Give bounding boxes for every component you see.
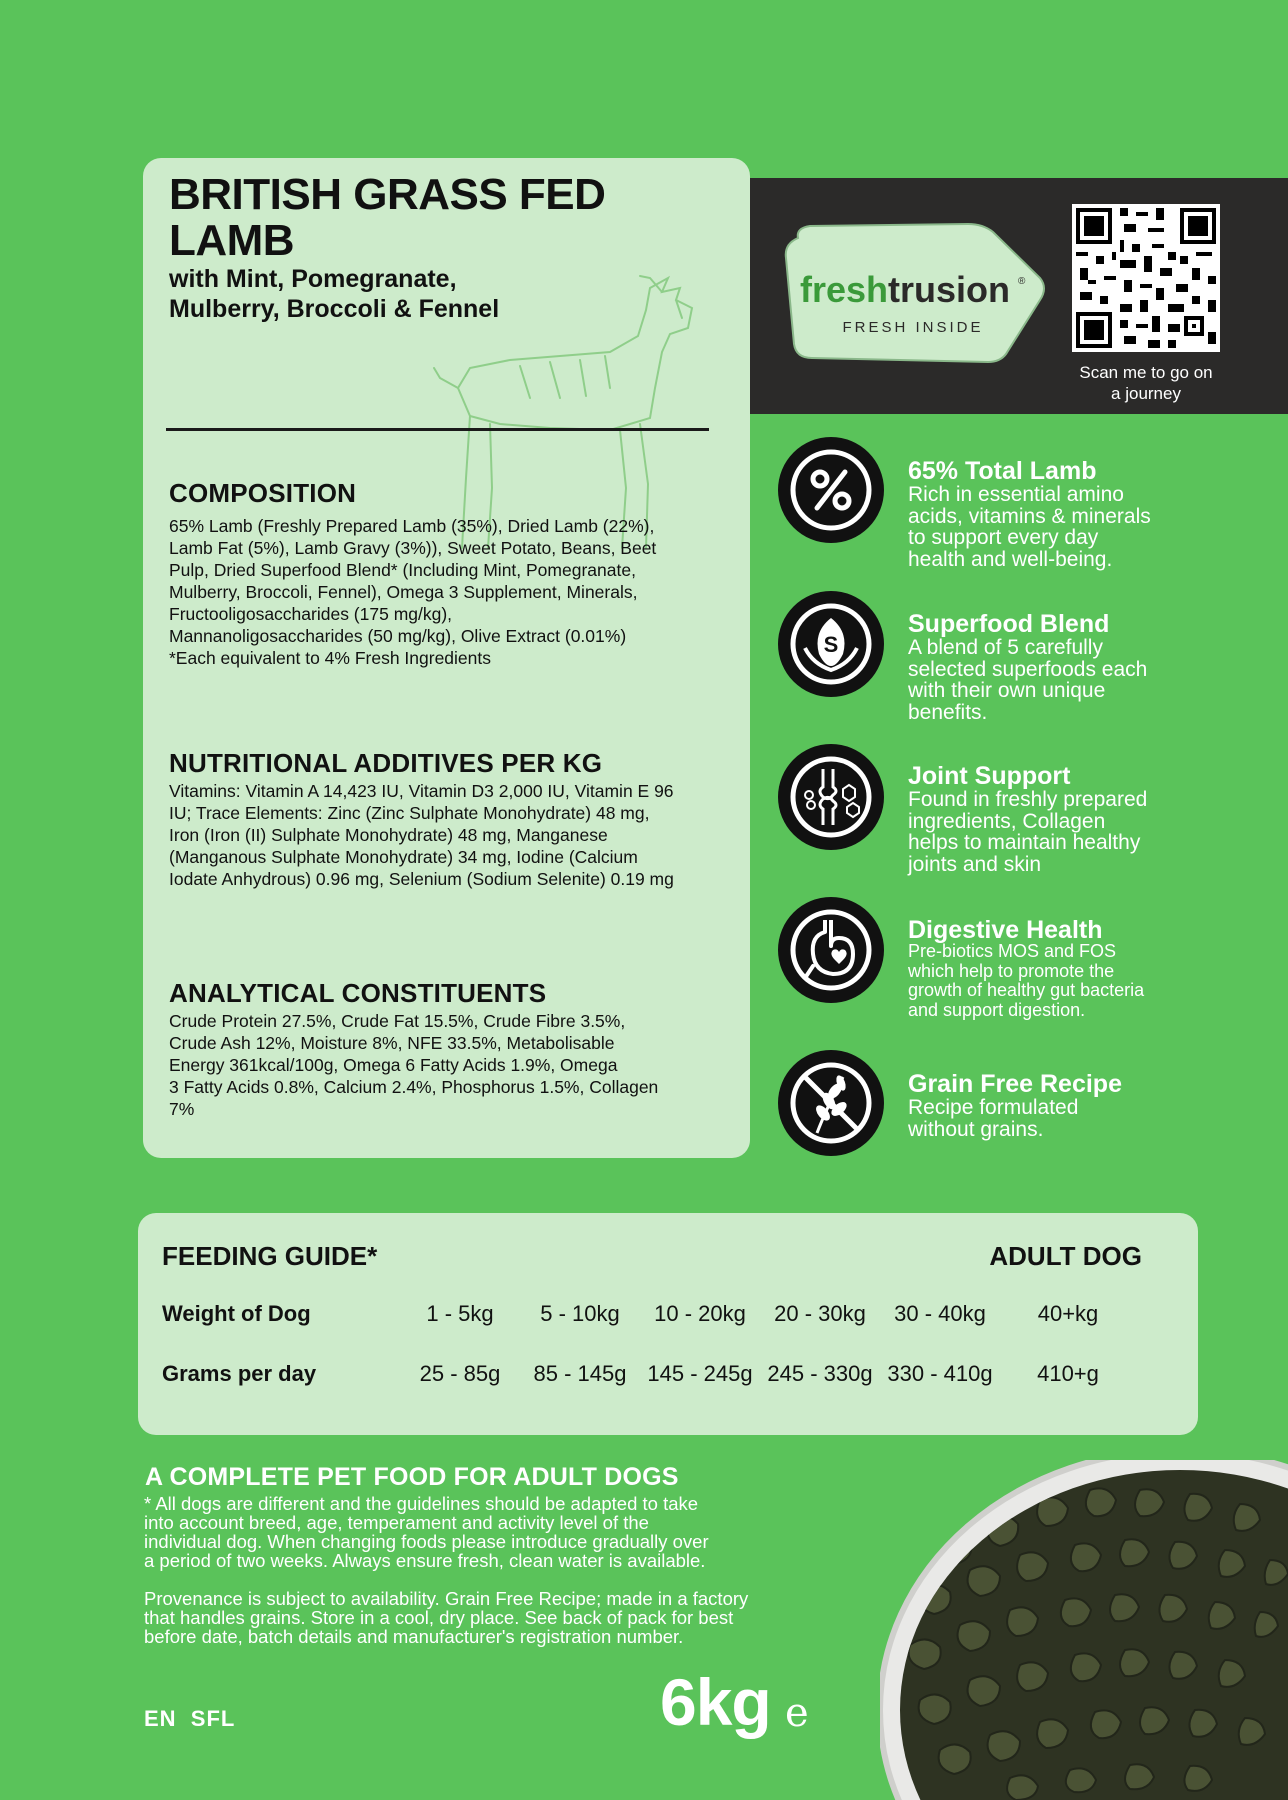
qr-caption-line1: Scan me to go on [1079,363,1213,382]
net-weight: 6kg [660,1665,771,1739]
provenance-note [144,1589,814,1646]
product-info-panel [143,158,750,1158]
stomach-icon [778,897,884,1003]
benefit-line: joints and skin [908,852,1042,876]
benefit-line: Recipe formulated [908,1096,1079,1119]
benefit-line: without grains. [908,1117,1044,1141]
composition-line: Fructooligosaccharides (175 mg/kg), [169,604,453,624]
product-subtitle [169,264,589,324]
analytical-line: Crude Ash 12%, Moisture 8%, NFE 33.5%, Metabolisable [169,1033,615,1053]
analytical-line: 3 Fatty Acids 0.8%, Calcium 2.4%, Phosphorus 1.5%, Collagen [169,1077,659,1097]
composition-line: Mulberry, Broccoli, Fennel), Omega 3 Supplement, Minerals, [169,582,638,602]
benefit-description [908,942,1208,1020]
product-title [169,172,689,264]
benefit-title: Digestive Health [908,916,1103,944]
registered-mark: ® [1018,276,1026,287]
analytical-text [169,1010,717,1120]
provenance-line: that handles grains. Store in a cool, dry place. See back of pack for best [144,1607,734,1628]
additives-line: Vitamins: Vitamin A 14,423 IU, Vitamin D3 2,000 IU, Vitamin E 96 [169,781,674,801]
composition-line: Lamb Fat (5%), Lamb Gravy (3%)), Sweet Potato, Beans, Beet [169,538,657,558]
logo-wordmark-fresh: fresh [800,269,889,310]
benefit-line: health and well-being. [908,547,1113,571]
freshtrusion-logo [778,218,1048,364]
analytical-line: Crude Protein 27.5%, Crude Fat 15.5%, Crude Fibre 3.5%, [169,1011,626,1031]
grams-cell: 25 - 85g [419,1361,501,1386]
provenance-line: before date, batch details and manufacturer's registration number. [144,1626,684,1647]
provenance-line: Provenance is subject to availability. Grain Free Recipe; made in a factory [144,1588,749,1609]
additives-heading: NUTRITIONAL ADDITIVES PER KG [169,748,603,778]
superfood-leaf-icon [778,591,884,697]
feeding-guide-audience: ADULT DOG [989,1241,1142,1271]
composition-heading: COMPOSITION [169,478,357,508]
grams-cell: 410+g [1037,1361,1099,1386]
benefit-description [908,484,1208,570]
title-divider [166,428,709,431]
benefit-description [908,1097,1208,1140]
composition-text [169,515,717,669]
weight-cell: 1 - 5kg [426,1301,494,1326]
benefit-description [908,789,1208,875]
benefit-line: growth of healthy gut bacteria [908,980,1145,1000]
product-title-line2: LAMB [169,216,295,265]
benefit-line: benefits. [908,700,988,724]
qr-caption [1050,362,1242,404]
benefit-line: to support every day [908,526,1099,549]
composition-line: 65% Lamb (Freshly Prepared Lamb (35%), Dried Lamb (22%), [169,516,655,536]
grams-cell: 330 - 410g [887,1361,993,1386]
benefit-title: Grain Free Recipe [908,1070,1122,1098]
benefit-line: which help to promote the [908,960,1115,981]
weight-cell: 10 - 20kg [654,1301,746,1326]
benefit-line: ingredients, Collagen [908,809,1106,833]
additives-line: (Manganous Sulphate Monohydrate) 34 mg, Iodine (Calcium [169,847,638,867]
logo-tagline: FRESH INSIDE [842,319,984,336]
grams-cell: 145 - 245g [647,1361,753,1386]
benefit-title: Joint Support [908,762,1071,790]
benefit-line: helps to maintain healthy [908,831,1141,854]
kibble-bowl-photo [880,1460,1288,1800]
disclaimer-line: individual dog. When changing foods please introduce gradually over [144,1531,709,1552]
benefit-line: acids, vitamins & minerals [908,504,1151,528]
additives-text [169,780,717,890]
grain-free-icon [778,1050,884,1156]
composition-line: Pulp, Dried Superfood Blend* (Including Mint, Pomegranate, [169,560,636,580]
composition-line: *Each equivalent to 4% Fresh Ingredients [169,648,491,668]
joint-icon [778,744,884,850]
additives-line: IU; Trace Elements: Zinc (Zinc Sulphate Monohydrate) 48 mg, [169,803,650,823]
weight-cell: 30 - 40kg [894,1301,986,1326]
estimated-sign: e [785,1690,809,1736]
product-subtitle-line2: Mulberry, Broccoli & Fennel [169,295,500,323]
analytical-line: 7% [169,1099,195,1119]
product-subtitle-line1: with Mint, Pomegranate, [169,265,457,293]
weight-cell: 40+kg [1037,1301,1099,1326]
language-code: EN SFL [144,1706,236,1731]
svg-text:S: S [823,632,839,657]
grams-row-label: Grams per day [162,1361,317,1386]
analytical-line: Energy 361kcal/100g, Omega 6 Fatty Acids 1.9%, Omega [169,1055,618,1075]
composition-line: Mannanoligosaccharides (50 mg/kg), Olive Extract (0.01%) [169,626,627,646]
additives-line: Iodate Anhydrous) 0.96 mg, Selenium (Sodium Selenite) 0.19 mg [169,869,674,889]
disclaimer-line: a period of two weeks. Always ensure fresh, clean water is available. [144,1550,706,1571]
brand-bar [750,178,1288,414]
feeding-guide-panel [138,1213,1198,1435]
benefit-line: Pre-biotics MOS and FOS [908,941,1117,961]
weight-cell: 5 - 10kg [540,1301,620,1326]
qr-caption-line2: a journey [1111,384,1181,403]
disclaimer-line: into account breed, age, temperament and activity level of the [144,1512,649,1533]
weight-cell: 20 - 30kg [774,1301,866,1326]
benefit-title: 65% Total Lamb [908,457,1097,485]
product-title-line1: BRITISH GRASS FED [169,170,606,219]
benefit-line: selected superfoods each [908,657,1148,681]
feeding-guide-title: FEEDING GUIDE* [162,1241,378,1271]
qr-code[interactable] [1072,204,1220,352]
benefit-title: Superfood Blend [908,610,1110,638]
benefit-line: and support digestion. [908,999,1086,1020]
benefit-line: Rich in essential amino [908,483,1124,506]
complete-food-heading: A COMPLETE PET FOOD FOR ADULT DOGS [145,1463,679,1491]
weight-row-label: Weight of Dog [162,1301,311,1326]
percent-icon [778,437,884,543]
additives-line: Iron (Iron (II) Sulphate Monohydrate) 48 mg, Manganese [169,825,608,845]
benefit-line: with their own unique [908,679,1106,702]
benefit-line: A blend of 5 carefully [908,636,1103,659]
benefit-description [908,637,1208,723]
disclaimer-line: * All dogs are different and the guidelines should be adapted to take [144,1493,699,1514]
benefit-line: Found in freshly prepared [908,788,1148,811]
grams-cell: 245 - 330g [767,1361,873,1386]
grams-cell: 85 - 145g [533,1361,627,1386]
logo-wordmark-trusion: trusion [888,269,1010,310]
feeding-disclaimer [144,1494,814,1570]
analytical-heading: ANALYTICAL CONSTITUENTS [169,978,547,1008]
